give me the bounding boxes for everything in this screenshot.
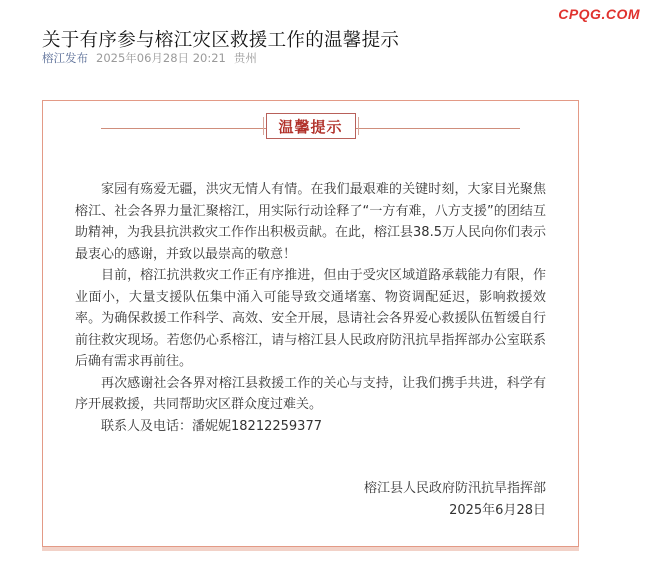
notice-banner-title: 温馨提示 (266, 113, 356, 139)
article-source-link[interactable]: 榕江发布 (42, 51, 88, 65)
notice-card (42, 100, 579, 547)
notice-paragraph: 家园有殇爱无疆，洪灾无情人有情。在我们最艰难的关键时刻，大家目光聚焦榕江、社会各界力量汇聚榕江，用实际行动诠释了“一方有难，八方支援”的团结互助精神，为我县抗洪救灾工作作出积极贡献。在此，榕江县38.5万人民向你们表示最衷心的感谢，并致以最崇高的敬意！ (75, 182, 546, 262)
notice-paragraph: 目前，榕江抗洪救灾工作正有序推进，但由于受灾区域道路承载能力有限，作业面小，大量支援队伍集中涌入可能导致交通堵塞、物资调配延迟，影响救援效率。为确保救援工作科学、高效、安全开展，恳请社会各界爱心救援队伍暂缓自行前往救灾现场。若您仍心系榕江，请与榕江县人民政府防汛抗旱指挥部办公室联系后确有需求再前往。 (75, 268, 546, 369)
article-datetime: 2025年06月28日 20:21 (96, 51, 226, 65)
notice-signature-block (364, 478, 546, 521)
site-watermark: CPQG.COM (558, 6, 640, 22)
notice-paragraph: 再次感谢社会各界对榕江县救援工作的关心与支持，让我们携手共进，科学有序开展救援，共同帮助灾区群众度过难关。 (75, 375, 546, 412)
notice-contact: 联系人及电话：潘妮妮18212259377 (101, 418, 322, 434)
notice-body (75, 179, 546, 437)
article-meta (42, 50, 257, 66)
article-title: 关于有序参与榕江灾区救援工作的温馨提示 (42, 30, 400, 52)
article-location: 贵州 (233, 51, 257, 65)
notice-banner-area (43, 113, 578, 143)
notice-signature: 榕江县人民政府防汛抗旱指挥部 (363, 481, 546, 496)
card-bottom-bar (42, 547, 579, 551)
notice-date: 2025年6月28日 (449, 502, 546, 518)
